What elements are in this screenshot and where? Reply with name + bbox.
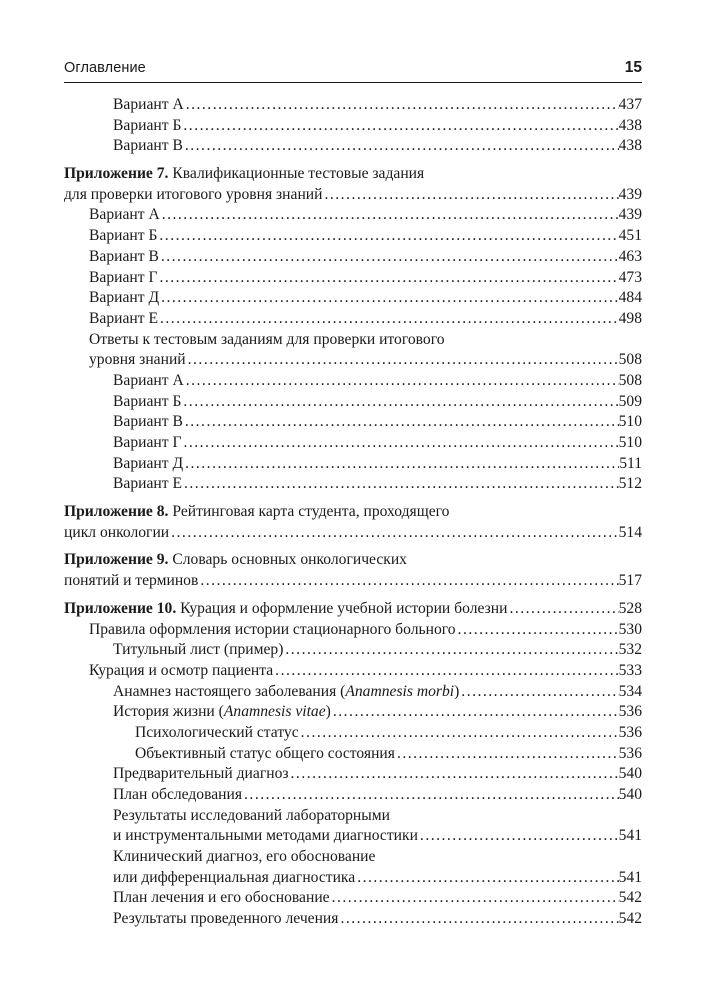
toc-entry: или дифференциальная диагностика . . . 541 bbox=[64, 868, 642, 889]
toc-entry: Вариант Е . . . 512 bbox=[64, 474, 642, 495]
dot-leader bbox=[159, 247, 619, 268]
toc-entry: Вариант Г . . . 473 bbox=[64, 268, 642, 289]
dot-leader bbox=[184, 95, 619, 116]
dot-leader bbox=[184, 371, 619, 392]
section-gap bbox=[64, 592, 642, 599]
toc-appendix-9-title: Приложение 9. Словарь основных онкологических bbox=[64, 551, 407, 569]
toc-entry: Курация и осмотр пациента . . . 533 bbox=[64, 661, 642, 682]
toc-entry: Правила оформления истории стационарного больного . . . 530 bbox=[64, 620, 642, 641]
toc-appendix-8-title: Приложение 8. Рейтинговая карта студента, проходящего bbox=[64, 503, 450, 521]
dot-leader bbox=[198, 571, 618, 592]
section-gap bbox=[64, 495, 642, 502]
toc-appendix-10-title: Приложение 10. Курация и оформление учебной истории болезни . . . 528 bbox=[64, 599, 642, 620]
toc-entry: Вариант В . . . 510 bbox=[64, 412, 642, 433]
toc-entry: Психологический статус . . . 536 bbox=[64, 723, 642, 744]
toc-entry: Вариант А . . . 439 bbox=[64, 205, 642, 226]
dot-leader bbox=[157, 268, 618, 289]
dot-leader bbox=[283, 640, 618, 661]
dot-leader bbox=[355, 868, 618, 889]
toc-entry: Предварительный диагноз . . . 540 bbox=[64, 764, 642, 785]
toc-answers-title: Ответы к тестовым заданиям для проверки итогового bbox=[89, 330, 445, 348]
toc-entry-head: Результаты исследований лабораторными bbox=[113, 806, 390, 824]
header-title: Оглавление bbox=[64, 60, 146, 76]
toc-entry: План обследования . . . 540 bbox=[64, 785, 642, 806]
toc-entry: уровня знаний . . . 508 bbox=[64, 350, 642, 371]
dot-leader bbox=[181, 116, 618, 137]
dot-leader bbox=[157, 226, 618, 247]
dot-leader bbox=[183, 412, 619, 433]
dot-leader bbox=[181, 433, 618, 454]
dot-leader bbox=[160, 205, 619, 226]
toc-entry: Вариант А . . . 437 bbox=[64, 95, 642, 116]
toc-entry: Вариант Б . . . 438 bbox=[64, 116, 642, 137]
running-header bbox=[64, 60, 642, 83]
dot-leader bbox=[158, 309, 619, 330]
toc-entry: Вариант В . . . 463 bbox=[64, 247, 642, 268]
toc-entry: Вариант Д . . . 484 bbox=[64, 288, 642, 309]
dot-leader bbox=[322, 185, 618, 206]
toc-entry: Вариант Б . . . 509 bbox=[64, 392, 642, 413]
dot-leader bbox=[242, 785, 619, 806]
toc-entry: понятий и терминов . . . 517 bbox=[64, 571, 642, 592]
page-number: 15 bbox=[624, 59, 642, 76]
toc-entry: Объективный статус общего состояния . . . 536 bbox=[64, 744, 642, 765]
dot-leader bbox=[456, 620, 619, 641]
dot-leader bbox=[183, 454, 619, 475]
toc-entry: Титульный лист (пример) . . . 532 bbox=[64, 640, 642, 661]
toc-entry: Вариант Г . . . 510 bbox=[64, 433, 642, 454]
toc-entry: Вариант Б . . . 451 bbox=[64, 226, 642, 247]
toc-entry: и инструментальными методами диагностики . . . 541 bbox=[64, 826, 642, 847]
toc-entry: Результаты проведенного лечения . . . 542 bbox=[64, 909, 642, 930]
toc-entry: цикл онкологии . . . 514 bbox=[64, 523, 642, 544]
dot-leader bbox=[418, 826, 619, 847]
toc-entry: История жизни (Anamnesis vitae) . . . 536 bbox=[64, 702, 642, 723]
toc-entry: для проверки итогового уровня знаний . . . 439 bbox=[64, 185, 642, 206]
dot-leader bbox=[459, 682, 618, 703]
toc-entry: Анамнез настоящего заболевания (Anamnesis morbi) . . . 534 bbox=[64, 682, 642, 703]
toc-entry-head: Клинический диагноз, его обоснование bbox=[113, 848, 376, 866]
dot-leader bbox=[338, 909, 618, 930]
dot-leader bbox=[395, 744, 619, 765]
dot-leader bbox=[186, 350, 619, 371]
dot-leader bbox=[299, 723, 619, 744]
section-gap bbox=[64, 543, 642, 550]
table-of-contents bbox=[64, 95, 642, 930]
toc-entry: Вариант В . . . 438 bbox=[64, 136, 642, 157]
section-gap bbox=[64, 157, 642, 164]
dot-leader bbox=[273, 661, 618, 682]
dot-leader bbox=[181, 392, 618, 413]
toc-entry: Вариант Е . . . 498 bbox=[64, 309, 642, 330]
dot-leader bbox=[507, 599, 618, 620]
toc-entry: План лечения и его обоснование . . . 542 bbox=[64, 888, 642, 909]
toc-entry: Вариант Д . . . 511 bbox=[64, 454, 642, 475]
dot-leader bbox=[330, 888, 619, 909]
dot-leader bbox=[159, 288, 619, 309]
dot-leader bbox=[183, 136, 619, 157]
dot-leader bbox=[331, 702, 619, 723]
toc-appendix-7-title: Приложение 7. Квалификационные тестовые задания bbox=[64, 165, 425, 183]
dot-leader bbox=[289, 764, 619, 785]
dot-leader bbox=[182, 474, 619, 495]
toc-entry: Вариант А . . . 508 bbox=[64, 371, 642, 392]
dot-leader bbox=[169, 523, 618, 544]
